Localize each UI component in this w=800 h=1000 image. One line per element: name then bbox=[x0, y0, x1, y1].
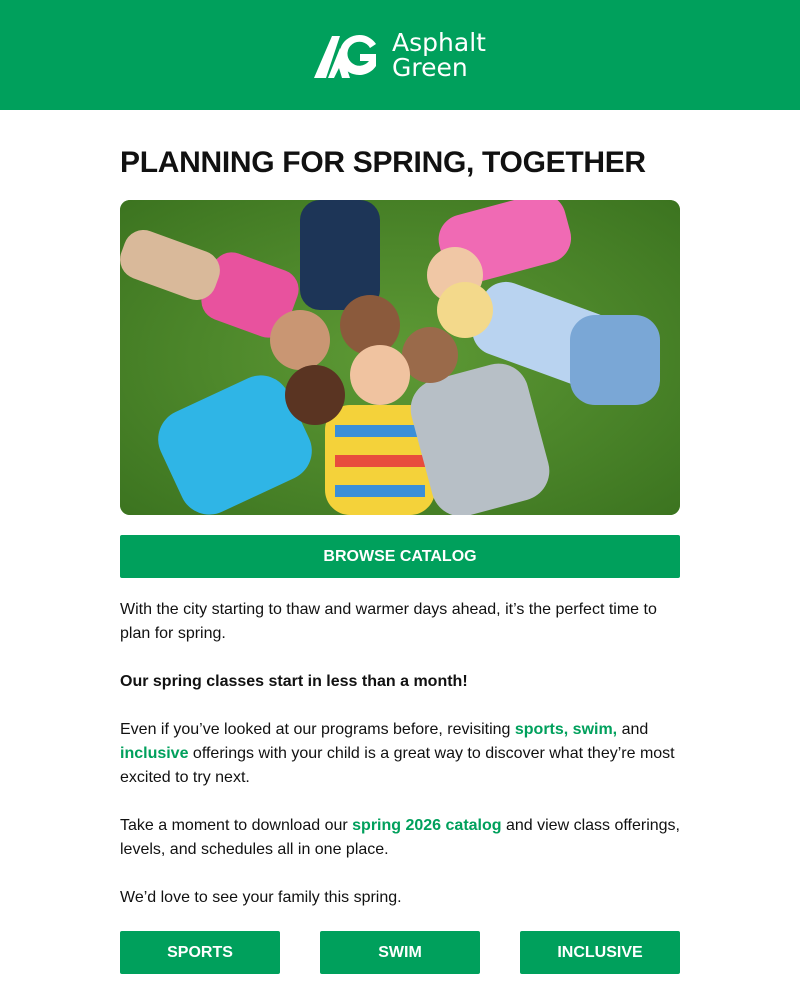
sports-button[interactable]: SPORTS bbox=[120, 931, 280, 974]
text: offerings with your child is a great way to discover what they’re most excited to try next. bbox=[120, 745, 675, 786]
browse-catalog-button[interactable]: BROWSE CATALOG bbox=[120, 535, 680, 578]
catalog-paragraph bbox=[120, 814, 680, 862]
headline: PLANNING FOR SPRING, TOGETHER bbox=[120, 146, 646, 179]
header bbox=[0, 0, 800, 110]
inclusive-link[interactable]: inclusive bbox=[120, 745, 189, 762]
program-buttons bbox=[120, 931, 680, 974]
text: and bbox=[617, 721, 649, 738]
closing-paragraph: We’d love to see your family this spring. bbox=[120, 889, 402, 906]
ag-logo-icon bbox=[314, 32, 378, 78]
inclusive-button[interactable]: INCLUSIVE bbox=[520, 931, 680, 974]
brand-name-line1: Asphalt bbox=[392, 28, 486, 57]
asphalt-green-logo[interactable] bbox=[314, 30, 486, 80]
swim-button[interactable]: SWIM bbox=[320, 931, 480, 974]
text: and view class offerings, levels, and schedules all in one place. bbox=[120, 817, 680, 858]
brand-name-line2: Green bbox=[392, 53, 468, 82]
spring-catalog-link[interactable]: spring 2026 catalog bbox=[352, 817, 502, 834]
hero-image-children-on-grass bbox=[120, 200, 680, 515]
text: Even if you’ve looked at our programs before, revisiting bbox=[120, 721, 515, 738]
text: Take a moment to download our bbox=[120, 817, 353, 834]
intro-paragraph: With the city starting to thaw and warmer days ahead, it’s the perfect time to plan for spring. bbox=[120, 601, 657, 642]
programs-paragraph bbox=[120, 718, 680, 790]
sports-swim-link[interactable]: sports, swim, bbox=[514, 721, 618, 738]
spring-classes-bold: Our spring classes start in less than a month! bbox=[120, 673, 468, 690]
email-body bbox=[120, 146, 680, 974]
spring-classes-note bbox=[120, 670, 680, 694]
